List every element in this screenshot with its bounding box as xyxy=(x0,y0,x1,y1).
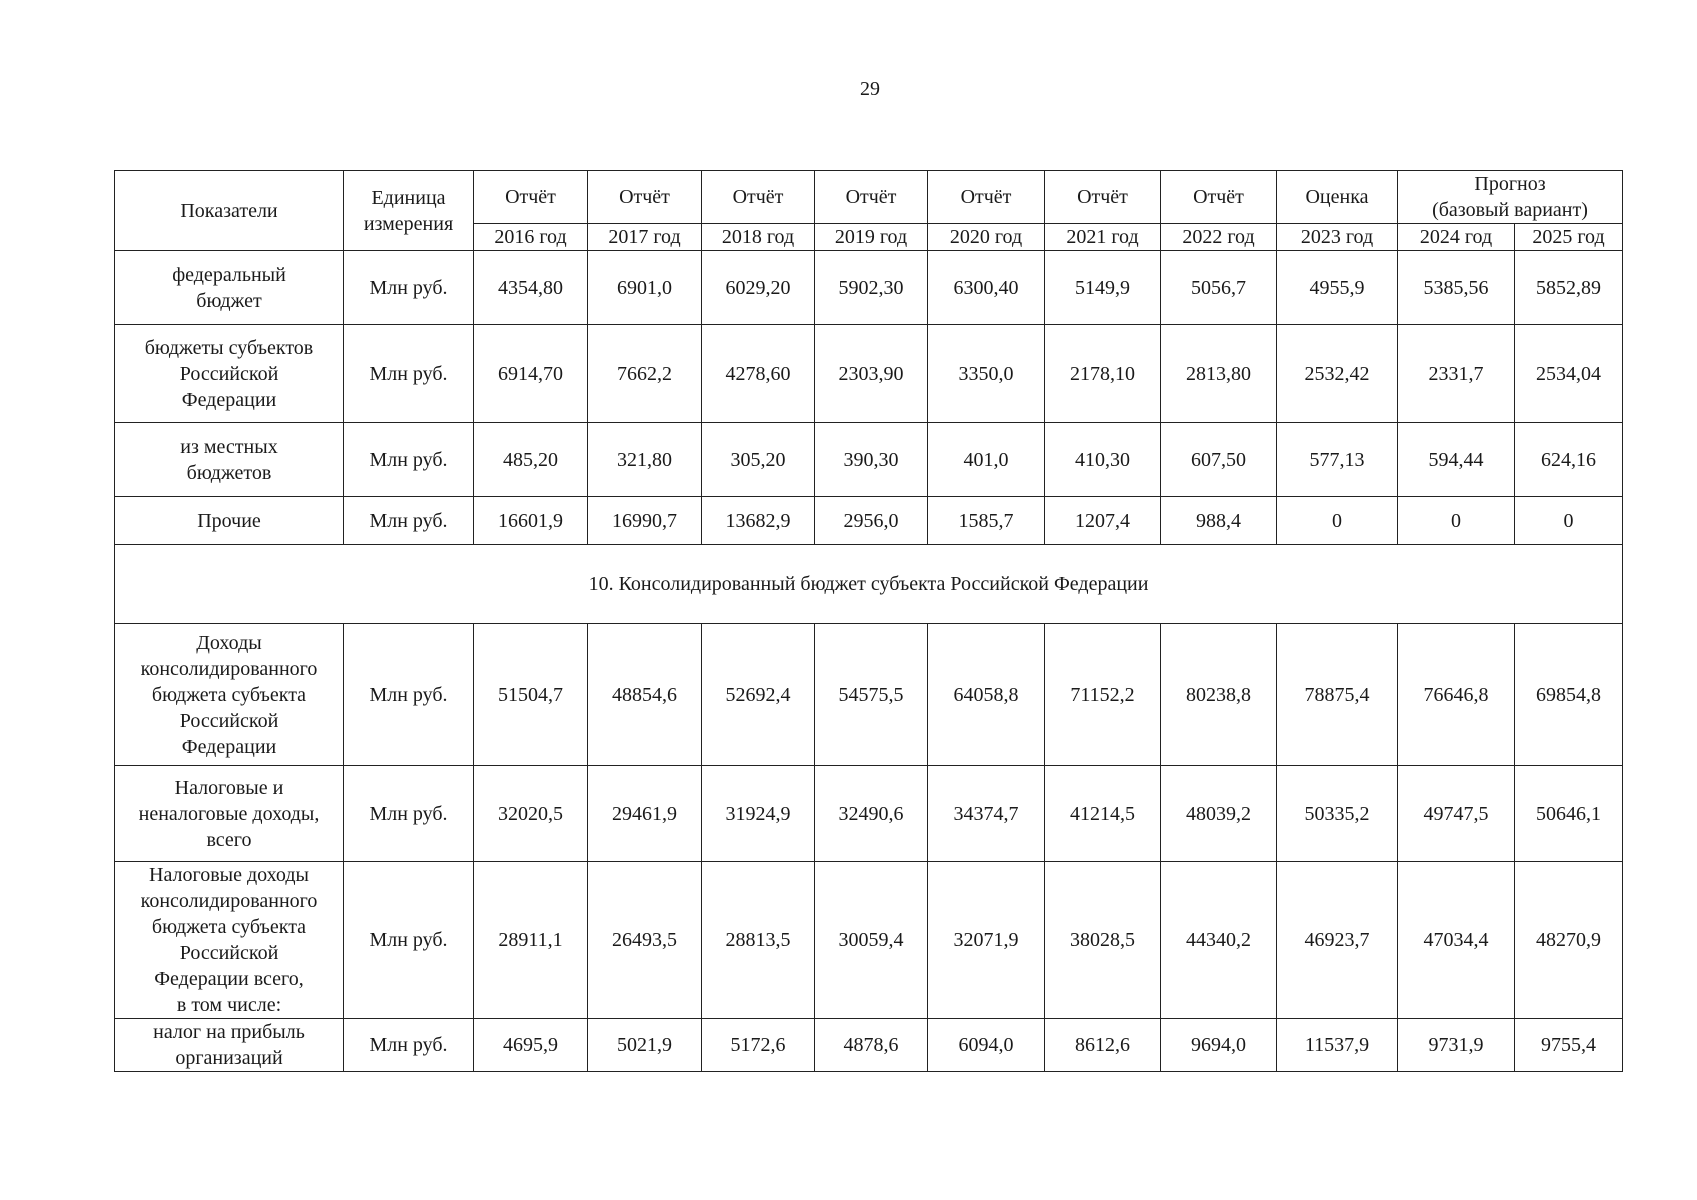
header-status: Отчёт xyxy=(474,171,588,224)
indicator-name-line: Налоговые доходы xyxy=(149,864,309,886)
value-cell: 54575,5 xyxy=(815,624,928,766)
header-year: 2019 год xyxy=(815,224,928,251)
value-cell: 5902,30 xyxy=(815,251,928,325)
value-cell: 4955,9 xyxy=(1277,251,1398,325)
indicator-name-line: Российской xyxy=(179,362,279,385)
value-cell: 9731,9 xyxy=(1398,1019,1515,1072)
indicator-name-line: Налоговые и xyxy=(174,776,284,799)
value-cell: 29461,9 xyxy=(588,766,702,862)
table-row xyxy=(115,1019,1623,1072)
value-cell: 47034,4 xyxy=(1398,862,1515,1019)
value-cell: 6914,70 xyxy=(474,325,588,423)
header-status: Оценка xyxy=(1277,171,1398,224)
indicator-name xyxy=(115,497,344,545)
unit-cell: Млн руб. xyxy=(344,766,474,862)
value-cell: 1585,7 xyxy=(928,497,1045,545)
indicator-name xyxy=(115,624,344,766)
value-cell: 50646,1 xyxy=(1515,766,1623,862)
indicator-name-line: бюджеты субъектов xyxy=(144,336,314,359)
header-year: 2018 год xyxy=(702,224,815,251)
indicator-name-line: из местных xyxy=(180,435,278,458)
value-cell: 2303,90 xyxy=(815,325,928,423)
unit-cell: Млн руб. xyxy=(344,862,474,1019)
header-year: 2024 год xyxy=(1398,224,1515,251)
table-row xyxy=(115,423,1623,497)
indicator-name-line: консолидированного xyxy=(140,657,318,680)
value-cell: 5021,9 xyxy=(588,1019,702,1072)
value-cell: 607,50 xyxy=(1161,423,1277,497)
indicator-name-line: Доходы xyxy=(196,631,262,654)
header-year: 2016 год xyxy=(474,224,588,251)
value-cell: 48854,6 xyxy=(588,624,702,766)
table-body-top xyxy=(115,251,1623,545)
value-cell: 390,30 xyxy=(815,423,928,497)
value-cell: 48270,9 xyxy=(1515,862,1623,1019)
unit-cell: Млн руб. xyxy=(344,1019,474,1072)
value-cell: 4354,80 xyxy=(474,251,588,325)
value-cell: 38028,5 xyxy=(1045,862,1161,1019)
value-cell: 2956,0 xyxy=(815,497,928,545)
indicator-name-line: федеральный xyxy=(172,263,286,286)
value-cell: 28813,5 xyxy=(702,862,815,1019)
forecast-variant: (базовый вариант) xyxy=(1432,199,1588,221)
value-cell: 0 xyxy=(1515,497,1623,545)
value-cell: 2534,04 xyxy=(1515,325,1623,423)
value-cell: 71152,2 xyxy=(1045,624,1161,766)
value-cell: 41214,5 xyxy=(1045,766,1161,862)
value-cell: 5172,6 xyxy=(702,1019,815,1072)
value-cell: 2813,80 xyxy=(1161,325,1277,423)
table-row xyxy=(115,251,1623,325)
indicator-name-line: организаций xyxy=(175,1047,283,1069)
indicator-name xyxy=(115,862,344,1019)
header-year: 2023 год xyxy=(1277,224,1398,251)
value-cell: 51504,7 xyxy=(474,624,588,766)
unit-cell: Млн руб. xyxy=(344,251,474,325)
page-number: 29 xyxy=(860,78,880,100)
unit-cell: Млн руб. xyxy=(344,423,474,497)
value-cell: 50335,2 xyxy=(1277,766,1398,862)
indicator-name-line: бюджета субъекта xyxy=(151,683,307,706)
value-cell: 49747,5 xyxy=(1398,766,1515,862)
value-cell: 32071,9 xyxy=(928,862,1045,1019)
indicator-name-line: бюджет xyxy=(196,289,262,312)
value-cell: 80238,8 xyxy=(1161,624,1277,766)
value-cell: 32490,6 xyxy=(815,766,928,862)
header-unit: Единица измерения xyxy=(344,171,474,251)
value-cell: 4278,60 xyxy=(702,325,815,423)
indicator-name-line: Российской xyxy=(179,942,279,964)
value-cell: 30059,4 xyxy=(815,862,928,1019)
table-row xyxy=(115,624,1623,766)
value-cell: 624,16 xyxy=(1515,423,1623,497)
indicator-name-line: всего xyxy=(206,828,252,851)
value-cell: 6094,0 xyxy=(928,1019,1045,1072)
unit-cell: Млн руб. xyxy=(344,497,474,545)
indicator-name xyxy=(115,1019,344,1072)
value-cell: 0 xyxy=(1277,497,1398,545)
indicator-name-line: Российской xyxy=(179,709,279,732)
table-row xyxy=(115,497,1623,545)
table-body-bottom xyxy=(115,624,1623,1072)
value-cell: 401,0 xyxy=(928,423,1045,497)
indicator-name-line: бюджетов xyxy=(186,461,272,484)
value-cell: 0 xyxy=(1398,497,1515,545)
header-indicator: Показатели xyxy=(115,171,344,251)
value-cell: 6300,40 xyxy=(928,251,1045,325)
value-cell: 28911,1 xyxy=(474,862,588,1019)
section-row-group xyxy=(115,545,1623,624)
budget-table xyxy=(114,170,1623,1072)
header-status: Отчёт xyxy=(928,171,1045,224)
value-cell: 16601,9 xyxy=(474,497,588,545)
value-cell: 4878,6 xyxy=(815,1019,928,1072)
header-status: Отчёт xyxy=(1045,171,1161,224)
header-year: 2020 год xyxy=(928,224,1045,251)
header-forecast xyxy=(1398,171,1623,224)
value-cell: 9694,0 xyxy=(1161,1019,1277,1072)
indicator-name xyxy=(115,423,344,497)
value-cell: 2532,42 xyxy=(1277,325,1398,423)
value-cell: 26493,5 xyxy=(588,862,702,1019)
section-title: 10. Консолидированный бюджет субъекта Российской Федерации xyxy=(115,545,1623,624)
header-status: Отчёт xyxy=(1161,171,1277,224)
indicator-name-line: в том числе: xyxy=(176,994,282,1016)
header-status: Отчёт xyxy=(702,171,815,224)
value-cell: 2178,10 xyxy=(1045,325,1161,423)
table-row xyxy=(115,325,1623,423)
value-cell: 5056,7 xyxy=(1161,251,1277,325)
table-header xyxy=(115,171,1623,251)
value-cell: 32020,5 xyxy=(474,766,588,862)
header-year: 2017 год xyxy=(588,224,702,251)
header-status: Отчёт xyxy=(815,171,928,224)
indicator-name-line: Федерации xyxy=(181,735,277,758)
indicator-name-line: Федерации xyxy=(181,388,277,411)
indicator-name-line: налог на прибыль xyxy=(153,1021,305,1043)
value-cell: 5149,9 xyxy=(1045,251,1161,325)
value-cell: 5852,89 xyxy=(1515,251,1623,325)
value-cell: 3350,0 xyxy=(928,325,1045,423)
indicator-name xyxy=(115,325,344,423)
indicator-name xyxy=(115,251,344,325)
value-cell: 48039,2 xyxy=(1161,766,1277,862)
value-cell: 321,80 xyxy=(588,423,702,497)
value-cell: 9755,4 xyxy=(1515,1019,1623,1072)
value-cell: 8612,6 xyxy=(1045,1019,1161,1072)
value-cell: 69854,8 xyxy=(1515,624,1623,766)
value-cell: 485,20 xyxy=(474,423,588,497)
value-cell: 44340,2 xyxy=(1161,862,1277,1019)
value-cell: 4695,9 xyxy=(474,1019,588,1072)
value-cell: 988,4 xyxy=(1161,497,1277,545)
unit-cell: Млн руб. xyxy=(344,325,474,423)
header-year: 2025 год xyxy=(1515,224,1623,251)
value-cell: 76646,8 xyxy=(1398,624,1515,766)
value-cell: 46923,7 xyxy=(1277,862,1398,1019)
value-cell: 5385,56 xyxy=(1398,251,1515,325)
value-cell: 305,20 xyxy=(702,423,815,497)
header-status: Отчёт xyxy=(588,171,702,224)
value-cell: 410,30 xyxy=(1045,423,1161,497)
value-cell: 16990,7 xyxy=(588,497,702,545)
value-cell: 34374,7 xyxy=(928,766,1045,862)
value-cell: 577,13 xyxy=(1277,423,1398,497)
header-year: 2022 год xyxy=(1161,224,1277,251)
forecast-label: Прогноз xyxy=(1474,173,1546,195)
value-cell: 13682,9 xyxy=(702,497,815,545)
value-cell: 6901,0 xyxy=(588,251,702,325)
header-year: 2021 год xyxy=(1045,224,1161,251)
value-cell: 594,44 xyxy=(1398,423,1515,497)
indicator-name-line: Прочие xyxy=(197,509,261,532)
table-row xyxy=(115,862,1623,1019)
value-cell: 31924,9 xyxy=(702,766,815,862)
indicator-name xyxy=(115,766,344,862)
value-cell: 1207,4 xyxy=(1045,497,1161,545)
value-cell: 11537,9 xyxy=(1277,1019,1398,1072)
indicator-name-line: консолидированного xyxy=(140,890,318,912)
indicator-name-line: Федерации всего, xyxy=(154,968,304,990)
value-cell: 52692,4 xyxy=(702,624,815,766)
indicator-name-line: неналоговые доходы, xyxy=(138,802,320,825)
value-cell: 78875,4 xyxy=(1277,624,1398,766)
indicator-name-line: бюджета субъекта xyxy=(151,916,307,938)
value-cell: 2331,7 xyxy=(1398,325,1515,423)
value-cell: 7662,2 xyxy=(588,325,702,423)
unit-cell: Млн руб. xyxy=(344,624,474,766)
value-cell: 64058,8 xyxy=(928,624,1045,766)
value-cell: 6029,20 xyxy=(702,251,815,325)
table-row xyxy=(115,766,1623,862)
